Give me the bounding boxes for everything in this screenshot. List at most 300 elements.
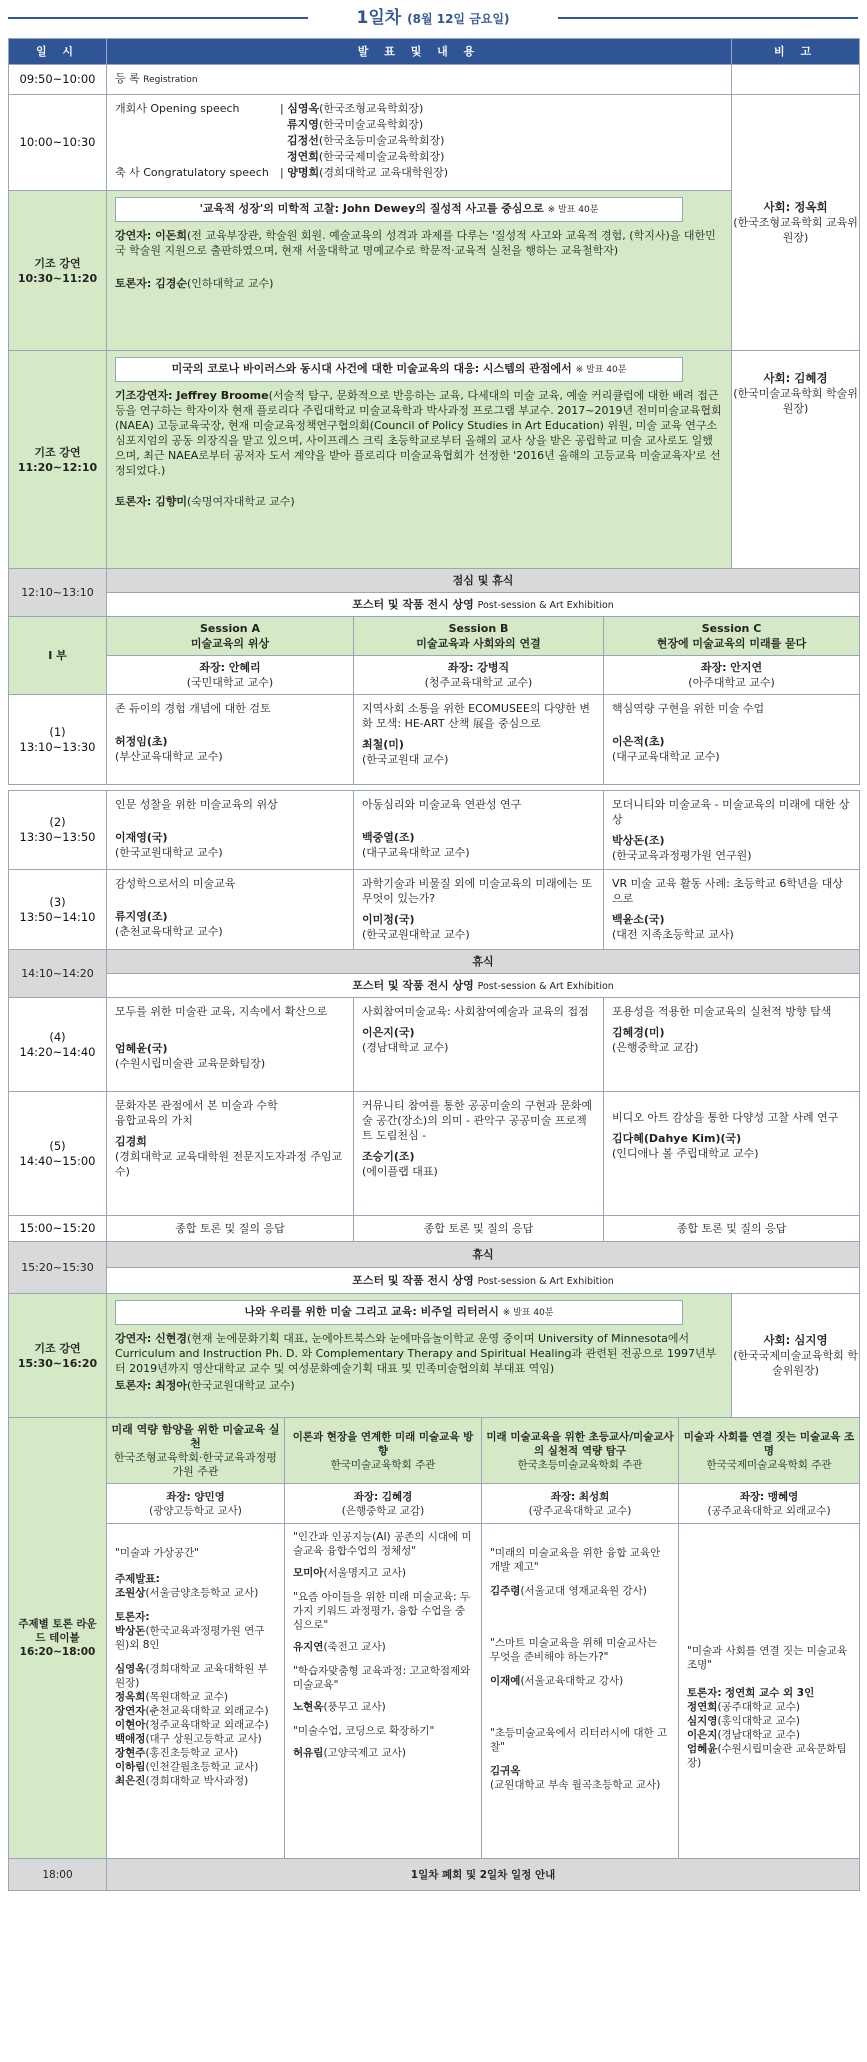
slot3-a-name: 류지영(조) — [115, 910, 168, 923]
rt-col4-m1-name: 정연희 — [687, 1701, 718, 1713]
break2-time: 15:20~15:30 — [9, 1242, 107, 1294]
rt-col1-m5-name: 백애정 — [115, 1733, 146, 1745]
schedule-table — [8, 38, 859, 1891]
part1-label: I 부 — [9, 617, 107, 695]
keynote1-title: '교육적 성장'의 미학적 고찰: John Dewey의 질성적 사고를 중심으로 — [199, 202, 544, 215]
break1-poster-en: Post-session & Art Exhibition — [477, 980, 614, 992]
rt-range: 16:20~18:00 — [19, 1646, 96, 1658]
slot4-time — [9, 998, 107, 1092]
break2-poster-label: 포스터 및 작품 전시 상영 — [352, 1273, 474, 1287]
session-a-chair — [107, 656, 354, 695]
lunch-label: 점심 및 휴식 — [107, 569, 860, 593]
rt-head-2 — [285, 1418, 482, 1484]
opening-content: 개회사 Opening speech | 심영옥(한국조형교육학회장) 류지영(한국미술교육학회장) 김정선(한국초등미술교육학회장) 정연희(한국국제미술교육학회장) 축 사 Congratulatory speech | 양명희(경희대학교 교육대학원장) — [107, 95, 732, 191]
rt-col2-4-name: 허유림 — [293, 1747, 324, 1759]
slot4-num: (4) — [49, 1029, 66, 1044]
keynote1-speaker-desc: (전 교육부장관, 학술원 회원. 예술교육의 성격과 과제를 다루는 '질성적 사고와 교육적 경험, (학지사)을 대한민국 학술원 지원으로 출판하였으며, 현재 서울대학교 명예교수로 학문적·교육적 실천을 행하는 교육철학자) — [115, 229, 716, 257]
session-a-chair-aff: (국민대학교 교수) — [186, 676, 274, 689]
rt-head-2-title: 이론과 현장을 연계한 미래 미술교육 방향 — [292, 1430, 474, 1457]
slot2-c-aff: (한국교육과정평가원 연구원) — [612, 849, 752, 862]
session-c-chair-aff: (아주대학교 교수) — [688, 676, 775, 689]
slot1-talk-a — [107, 695, 354, 785]
slot4-b-title: 사회참여미술교육: 사회참여예술과 교육의 접점 — [362, 1005, 589, 1018]
col-note: 비 고 — [732, 39, 860, 65]
session-b-head — [354, 617, 604, 656]
slot4-c-name: 김혜경(미) — [612, 1026, 665, 1039]
keynote2-discussant-aff: (숙명여자대학교 교수) — [186, 495, 295, 508]
slot1-num: (1) — [49, 724, 66, 739]
rt-head-1-org: 한국조형교육학회·한국교육과정평가원 주관 — [114, 1450, 277, 1478]
slot4-talk-b — [354, 998, 604, 1092]
break2-label: 휴식 — [107, 1242, 860, 1268]
opening-name-3: 김정선 — [287, 134, 319, 147]
lunch-time: 12:10~13:10 — [9, 569, 107, 617]
rt-col4-m2-aff: (홍익대학교 교수) — [717, 1715, 800, 1727]
rt-col1-m1-name: 심영옥 — [115, 1663, 146, 1675]
keynote2-note — [732, 351, 860, 569]
break1-poster-row — [9, 974, 860, 998]
registration-content — [107, 65, 732, 95]
slot1-c-title: 핵심역량 구현을 위한 미술 수업 — [612, 702, 765, 715]
rt-chair-3-name: 좌장: 최성희 — [550, 1490, 610, 1503]
opening-role-5: 축 사 Congratulatory speech — [115, 166, 269, 179]
session-b-chair-name: 좌장: 강병직 — [447, 661, 510, 674]
slot3-a-title: 감성학으로서의 미술교육 — [115, 877, 236, 890]
slot5-range: 14:40~15:00 — [19, 1153, 96, 1168]
slot4-c-aff: (은행중학교 교감) — [612, 1041, 699, 1054]
keynote3-host: 사회: 심지영 — [763, 1333, 828, 1347]
rt-head-3-title: 미래 미술교육을 위한 초등교사/미술교사의 실천적 역량 탐구 — [486, 1430, 674, 1457]
rt-col1-m1-aff: (경희대학교 교육대학원 부원장) — [115, 1663, 268, 1689]
keynote2-host: 사회: 김혜경 — [763, 371, 828, 385]
rt-col2-2-aff: (죽전고 교사) — [323, 1641, 386, 1653]
rt-chair-1 — [107, 1484, 285, 1524]
slot1-b-name: 최철(미) — [362, 738, 404, 751]
rt-head-4-org: 한국국제미술교육학회 주관 — [706, 1458, 832, 1471]
slot5-time — [9, 1092, 107, 1216]
rt-head-2-org: 한국미술교육학회 주관 — [330, 1458, 436, 1471]
opening-name-5: 양명희 — [287, 166, 320, 179]
registration-row — [9, 65, 860, 95]
rt-col1-m7-aff: (인천갈월초등학교 교사) — [145, 1761, 259, 1773]
keynote3-host-aff: (한국국제미술교육학회 학술위원장) — [733, 1349, 858, 1377]
rt-col-4 — [679, 1524, 860, 1859]
registration-en: Registration — [143, 75, 198, 85]
session-c-name: Session C — [701, 622, 762, 635]
opening-name-1: 심영옥 — [287, 102, 320, 115]
opening-aff-1: (한국조형교육학회장) — [319, 102, 424, 115]
rt-col2-1-name: 모미아 — [293, 1567, 324, 1579]
session-c-theme: 현장에 미술교육의 미래를 묻다 — [656, 637, 807, 650]
rt-col1-m4-name: 이현아 — [115, 1719, 146, 1731]
rt-col4-discussant-label: 토론자: — [687, 1687, 722, 1699]
break2-poster-en: Post-session & Art Exhibition — [477, 1275, 614, 1287]
slot1-talk-b — [354, 695, 604, 785]
lunch-poster — [107, 593, 860, 617]
rt-col1-m2-aff: (목원대학교 교수) — [145, 1691, 228, 1703]
slot3-b-title: 과학기술과 비물질 외에 미술교육의 미래에는 또 무엇이 있는가? — [362, 877, 593, 905]
rt-body-row — [9, 1524, 860, 1859]
rt-col3-1-aff: (서울교대 영재교육원 강사) — [520, 1585, 647, 1597]
discussion-b: 종합 토론 및 질의 응답 — [354, 1216, 604, 1242]
keynote1-content — [107, 191, 732, 351]
opening-aff-3: (한국초등미술교육학회장) — [318, 134, 445, 147]
slot5-c-aff: (인디애나 볼 주립대학교 교수) — [612, 1147, 759, 1160]
rt-col4-m4-name: 엄혜윤 — [687, 1743, 718, 1755]
part1-chair-row — [9, 656, 860, 695]
rt-head-3 — [482, 1418, 679, 1484]
rt-col3-3-aff: (교원대학교 부속 월곡초등학교 교사) — [490, 1779, 661, 1791]
keynote3-label: 기조 강연 — [34, 1341, 81, 1355]
rt-head-3-org: 한국초등미술교육학회 주관 — [517, 1458, 643, 1471]
slot3-num: (3) — [49, 894, 66, 909]
keynote1-time — [9, 191, 107, 351]
break2-poster-row — [9, 1268, 860, 1294]
keynote2-title-box — [115, 357, 683, 382]
rt-head-row — [9, 1418, 860, 1484]
rt-chair-3 — [482, 1484, 679, 1524]
rt-col1-m5-aff: (대구 상원고등학교 교사) — [145, 1733, 262, 1745]
slot2-num: (2) — [49, 815, 66, 829]
rt-col3-2-title: "스마트 미술교육을 위해 미술교사는 무엇을 준비해야 하는가?" — [490, 1637, 657, 1663]
rt-chair-row — [9, 1484, 860, 1524]
rt-col2-1-aff: (서울명지고 교사) — [323, 1567, 406, 1579]
lunch-poster-en: Post-session & Art Exhibition — [477, 599, 614, 611]
rt-head-1-title: 미래 역량 함양을 위한 미술교육 실천 — [111, 1422, 280, 1450]
slot5-num: (5) — [49, 1138, 66, 1153]
slot5-b-name: 조승기(조) — [362, 1150, 415, 1163]
rt-col3-item-2 — [490, 1636, 670, 1688]
rt-chair-4-name: 좌장: 맹혜영 — [739, 1490, 799, 1503]
rt-col1-presenter-label: 주제발표: — [115, 1573, 160, 1585]
rt-col-2 — [285, 1524, 482, 1859]
slot2-c-name: 박상돈(조) — [612, 834, 665, 847]
lunch-poster-row — [9, 593, 860, 617]
rt-col1-discussant: 박상돈 — [115, 1625, 146, 1637]
rt-time — [9, 1418, 107, 1859]
rt-col2-3-aff: (풍무고 교사) — [323, 1701, 386, 1713]
slot2-time — [9, 791, 107, 870]
break1-row — [9, 950, 860, 974]
closing-label: 1일차 폐회 및 2일차 일정 안내 — [107, 1859, 860, 1891]
day-label: 1일차 — [356, 8, 402, 28]
rt-col1-m6-aff: (홍진초등학교 교사) — [145, 1747, 239, 1759]
closing-row — [9, 1859, 860, 1891]
column-header-row — [9, 39, 860, 65]
session-c-chair — [604, 656, 860, 695]
slot2-b-aff: (대구교육대학교 교수) — [362, 846, 470, 859]
keynote1-discussant: 토론자: 김경순 — [115, 277, 187, 290]
keynote3-discussant-aff: (한국교원대학교 교수) — [186, 1379, 295, 1392]
slot3-c-aff: (대전 지족초등학교 교사) — [612, 928, 734, 941]
keynote3-row — [9, 1294, 860, 1418]
header-rule-left — [8, 17, 308, 19]
rt-col4-m3-aff: (경남대학교 교수) — [717, 1729, 800, 1741]
slot2-row — [9, 791, 860, 870]
lunch-poster-label: 포스터 및 작품 전시 상영 — [352, 597, 474, 611]
slot3-c-title: VR 미술 교육 활동 사례: 초등학교 6학년을 대상으로 — [612, 877, 843, 905]
slot2-b-title: 아동심리와 미술교육 연관성 연구 — [362, 798, 522, 811]
slot2-talk-c — [604, 791, 860, 870]
slot1-a-aff: (부산교육대학교 교수) — [115, 750, 223, 763]
slot3-talk-a — [107, 870, 354, 950]
rt-col3-1-title: "미래의 미술교육을 위한 융합 교육안 개발 제고" — [490, 1547, 661, 1573]
slot5-a-name: 김경희 — [115, 1135, 147, 1148]
rt-col1-presenter-aff: (서울금양초등학교 교사) — [145, 1587, 259, 1599]
rt-chair-2-name: 좌장: 김혜경 — [353, 1490, 413, 1503]
slot3-range: 13:50~14:10 — [19, 909, 96, 924]
rt-chair-4-aff: (공주교육대학교 외래교수) — [707, 1504, 831, 1517]
opening-host: 사회: 정옥희 — [763, 200, 828, 214]
opening-host-aff: (한국조형교육학회 교육위원장) — [733, 216, 858, 244]
keynote3-content — [107, 1294, 732, 1418]
rt-col1-m4-aff: (청주교육대학교 외래교수) — [145, 1719, 269, 1731]
slot5-a-aff: (경희대학교 교육대학원 전문지도자과정 주임교수) — [115, 1150, 343, 1178]
rt-col2-2-title: "요즘 아이들을 위한 미래 미술교육: 두 가지 키워드 과정평가, 융합 수업을 중심으로" — [293, 1591, 471, 1631]
slot3-time — [9, 870, 107, 950]
slot5-b-title: 커뮤니티 참여를 통한 공공미술의 구현과 문화예술 공간(장소)의 의미 - 관악구 공공미술 프로젝트 도림천심 - — [362, 1099, 593, 1142]
rt-label: 주제별 토론 라운드 테이블 — [18, 1618, 97, 1644]
rt-col2-2-name: 유지연 — [293, 1641, 324, 1653]
opening-role-1: 개회사 Opening speech — [115, 102, 240, 115]
keynote3-speaker: 강연자: 신현경 — [115, 1332, 187, 1345]
slot3-b-aff: (한국교원대학교 교수) — [362, 928, 470, 941]
rt-col2-item-2 — [293, 1590, 473, 1654]
keynote2-title: 미국의 코로나 바이러스와 동시대 사건에 대한 미술교육의 대응: 시스템의 관점에서 — [171, 362, 572, 375]
slot1-a-title: 존 듀이의 경험 개념에 대한 검토 — [115, 702, 271, 715]
rt-head-4-title: 미술과 사회를 연결 짓는 미술교육 조명 — [683, 1430, 855, 1457]
rt-col4-topic: "미술과 사회를 연결 짓는 미술교육 조명" — [687, 1645, 848, 1671]
break1-poster-label: 포스터 및 작품 전시 상영 — [352, 978, 474, 992]
keynote2-speaker: 기조강연자: Jeffrey Broome — [115, 389, 269, 402]
slot3-talk-c — [604, 870, 860, 950]
slot1-b-aff: (한국교원대 교수) — [362, 753, 449, 766]
session-b-name: Session B — [448, 622, 509, 635]
slot3-b-name: 이미정(국) — [362, 913, 415, 926]
rt-col2-3-name: 노현옥 — [293, 1701, 324, 1713]
keynote2-time — [9, 351, 107, 569]
slot4-row — [9, 998, 860, 1092]
keynote1-title-box — [115, 197, 683, 222]
rt-col3-2-name: 이재예 — [490, 1675, 521, 1687]
roundtable-table — [8, 1417, 860, 1891]
slot1-time — [9, 695, 107, 785]
opening-aff-5: (경희대학교 교육대학원장) — [319, 166, 449, 179]
slot1-range: 13:10~13:30 — [19, 739, 96, 754]
keynote2-host-aff: (한국미술교육학회 학술위원장) — [733, 387, 858, 415]
rt-col3-item-3 — [490, 1726, 670, 1792]
slot2-b-name: 백중열(조) — [362, 831, 415, 844]
rt-col1-m7-name: 이하림 — [115, 1761, 146, 1773]
rt-head-1 — [107, 1418, 285, 1484]
registration-label: 등 록 — [115, 72, 140, 85]
rt-col2-3-title: "학습자맞춤형 교육과정: 고교학점제와 미술교육" — [293, 1665, 471, 1691]
rt-col3-3-name: 김귀옥 — [490, 1765, 521, 1777]
slot5-row — [9, 1092, 860, 1216]
rt-chair-2 — [285, 1484, 482, 1524]
slot3-talk-b — [354, 870, 604, 950]
rt-chair-2-aff: (은행중학교 교감) — [341, 1504, 425, 1517]
slot4-a-aff: (수원시립미술관 교육문화팀장) — [115, 1057, 266, 1070]
rt-col3-2-aff: (서울교육대학교 강사) — [520, 1675, 624, 1687]
slot5-c-title: 비디오 아트 감상을 통한 다양성 고찰 사례 연구 — [612, 1111, 839, 1124]
keynote2-speaker-desc: (서술적 탐구, 문화적으로 반응하는 교육, 다세대의 미술 교육, 예술 커리큘럼에 대한 배려 접근 등을 연구하는 학자이자 현재 플로리다 주립대학교 미술교육학과 박사과정 프로그램 부교수. 2017~2019년 전미미술교육협회(NAEA) 고등교육국장, 현재 미술교육정책연구협의회(Council of Policy Studies in Art Education) 위원, 미술 교육 연구소 심포지엄의 공동 의장직을 맡고 있으며, 사이프레스 크릭 초등학교로부터 올해의 교사 상을 받은 공립학교 미술 교사로도 일했으며, 최근 NAEA로부터 공저자 도서 계약을 받아 플로리다 미술교육협회가 선정한 '2016년 올해의 고등교육 미술교육자'로 선정되었다.) — [115, 389, 722, 477]
discussion-time: 15:00~15:20 — [9, 1216, 107, 1242]
session-b-chair — [354, 656, 604, 695]
rt-col1-m6-name: 장현주 — [115, 1747, 146, 1759]
rt-col4-m4-aff: (수원시립미술관 교육문화팀장) — [687, 1743, 847, 1769]
keynote1-discussant-aff: (인하대학교 교수) — [186, 277, 274, 290]
keynote2-discussant: 토론자: 김향미 — [115, 495, 187, 508]
slot5-b-aff: (에이플랩 대표) — [362, 1165, 438, 1178]
keynote2-range: 11:20~12:10 — [17, 460, 98, 474]
col-content: 발 표 및 내 용 — [107, 39, 732, 65]
rt-col1-m2-name: 정옥희 — [115, 1691, 146, 1703]
day-title — [310, 3, 556, 28]
day-date: (8월 12일 금요일) — [407, 12, 510, 26]
slot3-a-aff: (춘천교육대학교 교수) — [115, 925, 223, 938]
rt-chair-4 — [679, 1484, 860, 1524]
slot5-talk-c — [604, 1092, 860, 1216]
keynote3-discussant: 토론자: 최정아 — [115, 1379, 187, 1392]
rt-col1-discussant-aff: (한국교육과정평가원 연구원)외 8인 — [115, 1625, 265, 1651]
keynote1-speaker: 강연자: 이돈희 — [115, 229, 187, 242]
slot2-a-aff: (한국교원대학교 교수) — [115, 846, 223, 859]
rt-col1-presenter: 조원상 — [115, 1587, 146, 1599]
rt-col3-item-1 — [490, 1546, 670, 1598]
keynote2-row — [9, 351, 860, 569]
opening-name-4: 정연희 — [287, 150, 319, 163]
keynote3-title: 나와 우리를 위한 미술 그리고 교육: 비주얼 리터러시 — [244, 1305, 499, 1318]
slot4-a-title: 모두를 위한 미술관 교육, 지속에서 확산으로 — [115, 1005, 328, 1018]
header-rule-right — [558, 17, 858, 19]
slot2-a-name: 이재영(국) — [115, 831, 168, 844]
rt-col4-discussant: 정연희 교수 외 3인 — [724, 1687, 815, 1699]
keynote3-mark: ※ 발표 40분 — [502, 1308, 554, 1318]
rt-col-1 — [107, 1524, 285, 1859]
break1-label: 휴식 — [107, 950, 860, 974]
slot2-c-title: 모더니티와 미술교육 - 미술교육의 미래에 대한 상상 — [612, 798, 850, 826]
session-a-head — [107, 617, 354, 656]
slot2-a-title: 인문 성찰을 위한 미술교육의 위상 — [115, 798, 278, 811]
rt-head-4 — [679, 1418, 860, 1484]
slot4-c-title: 포용성을 적용한 미술교육의 실천적 방향 탐색 — [612, 1005, 832, 1018]
keynote2-mark: ※ 발표 40분 — [575, 365, 627, 375]
slot2-talk-b — [354, 791, 604, 870]
slot4-a-name: 엄혜윤(국) — [115, 1042, 168, 1055]
slot3-row — [9, 870, 860, 950]
slot2-talk-a — [107, 791, 354, 870]
discussion-row — [9, 1216, 860, 1242]
rt-col-3 — [482, 1524, 679, 1859]
opening-note — [732, 95, 860, 351]
rt-chair-3-aff: (광주교육대학교 교수) — [528, 1504, 632, 1517]
rt-col4-m1-aff: (공주대학교 교수) — [717, 1701, 800, 1713]
slot5-a-title: 문화자본 관점에서 본 미술과 수학 융합교육의 가치 — [115, 1099, 278, 1127]
slot1-c-aff: (대구교육대학교 교수) — [612, 750, 720, 763]
session-c-chair-name: 좌장: 안지연 — [700, 661, 763, 674]
keynote3-speaker-desc: (현재 눈에문화기획 대표, 눈에아트북스와 눈에마음놀이학교 운영 중이며 University of Minnesota에서 Curriculum and Instruction Ph. D. 와 Complementary Therapy and Spiritual Healing과 관련된 전공으로 1997년부터 2019년까지 영산대학교 교수 및 여성문화예술기획 대표 및 민족미술협의회 부대표 역임) — [115, 1332, 717, 1375]
slot4-b-name: 이은지(국) — [362, 1026, 415, 1039]
slot2-range: 13:30~13:50 — [19, 830, 96, 844]
break2-row — [9, 1242, 860, 1268]
keynote3-note — [732, 1294, 860, 1418]
slot1-a-name: 허정임(초) — [115, 735, 168, 748]
opening-name-2: 류지영 — [287, 118, 319, 131]
rt-col2-item-3 — [293, 1664, 473, 1714]
slot4-b-aff: (경남대학교 교수) — [362, 1041, 449, 1054]
rt-col1-m3-aff: (춘천교육대학교 외래교수) — [145, 1705, 269, 1717]
rt-col1-m8-name: 최은진 — [115, 1775, 146, 1787]
break1-poster — [107, 974, 860, 998]
session-c-head — [604, 617, 860, 656]
keynote3-time — [9, 1294, 107, 1418]
slot1-c-name: 이은적(초) — [612, 735, 665, 748]
session-a-chair-name: 좌장: 안혜리 — [199, 661, 261, 674]
slot1-b-title: 지역사회 소통을 위한 ECOMUSEE의 다양한 변화 모색: HE-ART 산책 展을 중심으로 — [362, 702, 590, 730]
rt-col2-4-aff: (고양국제고 교사) — [323, 1747, 406, 1759]
rt-col3-1-name: 김주령 — [490, 1585, 521, 1597]
rt-col4-m2-name: 심지영 — [687, 1715, 718, 1727]
slot3-c-name: 백윤소(국) — [612, 913, 665, 926]
keynote1-mark: ※ 발표 40분 — [547, 205, 599, 215]
keynote2-label: 기조 강연 — [34, 445, 81, 459]
opening-time: 10:00~10:30 — [9, 95, 107, 191]
keynote1-label: 기조 강연 — [34, 256, 81, 270]
discussion-a: 종합 토론 및 질의 응답 — [107, 1216, 354, 1242]
slot4-talk-a — [107, 998, 354, 1092]
rt-chair-1-name: 좌장: 양민영 — [166, 1490, 225, 1503]
lunch-row — [9, 569, 860, 593]
session-b-theme: 미술교육과 사회와의 연결 — [416, 637, 541, 650]
closing-time: 18:00 — [9, 1859, 107, 1891]
rt-col1-topic: "미술과 가상공간" — [115, 1547, 199, 1559]
slot4-talk-c — [604, 998, 860, 1092]
slot5-talk-a — [107, 1092, 354, 1216]
slot1-talk-c — [604, 695, 860, 785]
slot1-row — [9, 695, 860, 785]
slot4-range: 14:20~14:40 — [19, 1044, 96, 1059]
keynote2-content — [107, 351, 732, 569]
keynote1-range: 10:30~11:20 — [17, 271, 98, 285]
rt-col1-discussant-label: 토론자: — [115, 1611, 150, 1623]
session-a-name: Session A — [200, 622, 260, 635]
opening-row — [9, 95, 860, 191]
registration-note — [732, 65, 860, 95]
session-b-chair-aff: (청주교육대학교 교수) — [424, 676, 533, 689]
rt-chair-1-aff: (광양고등학교 교사) — [149, 1504, 242, 1517]
part1-session-row — [9, 617, 860, 656]
break1-time: 14:10~14:20 — [9, 950, 107, 998]
opening-aff-4: (한국국제미술교육학회장) — [318, 150, 445, 163]
slot5-c-name: 김다혜(Dahye Kim)(국) — [612, 1132, 742, 1145]
break2-poster — [107, 1268, 860, 1294]
rt-col2-4-title: "미술수업, 코딩으로 확장하기" — [293, 1725, 435, 1737]
keynote3-range: 15:30~16:20 — [17, 1356, 98, 1370]
rt-col1-m3-name: 장연자 — [115, 1705, 146, 1717]
slot5-talk-b — [354, 1092, 604, 1216]
discussion-c: 종합 토론 및 질의 응답 — [604, 1216, 860, 1242]
opening-aff-2: (한국미술교육학회장) — [318, 118, 424, 131]
rt-col1-m8-aff: (경희대학교 박사과정) — [145, 1775, 249, 1787]
session-a-theme: 미술교육의 위상 — [190, 637, 270, 650]
rt-col4-m3-name: 이은지 — [687, 1729, 718, 1741]
rt-col3-3-title: "초등미술교육에서 리터러시에 대한 고찰" — [490, 1727, 668, 1753]
keynote3-title-box — [115, 1300, 683, 1325]
rt-col2-item-1 — [293, 1530, 473, 1580]
registration-time: 09:50~10:00 — [9, 65, 107, 95]
col-time: 일 시 — [9, 39, 107, 65]
